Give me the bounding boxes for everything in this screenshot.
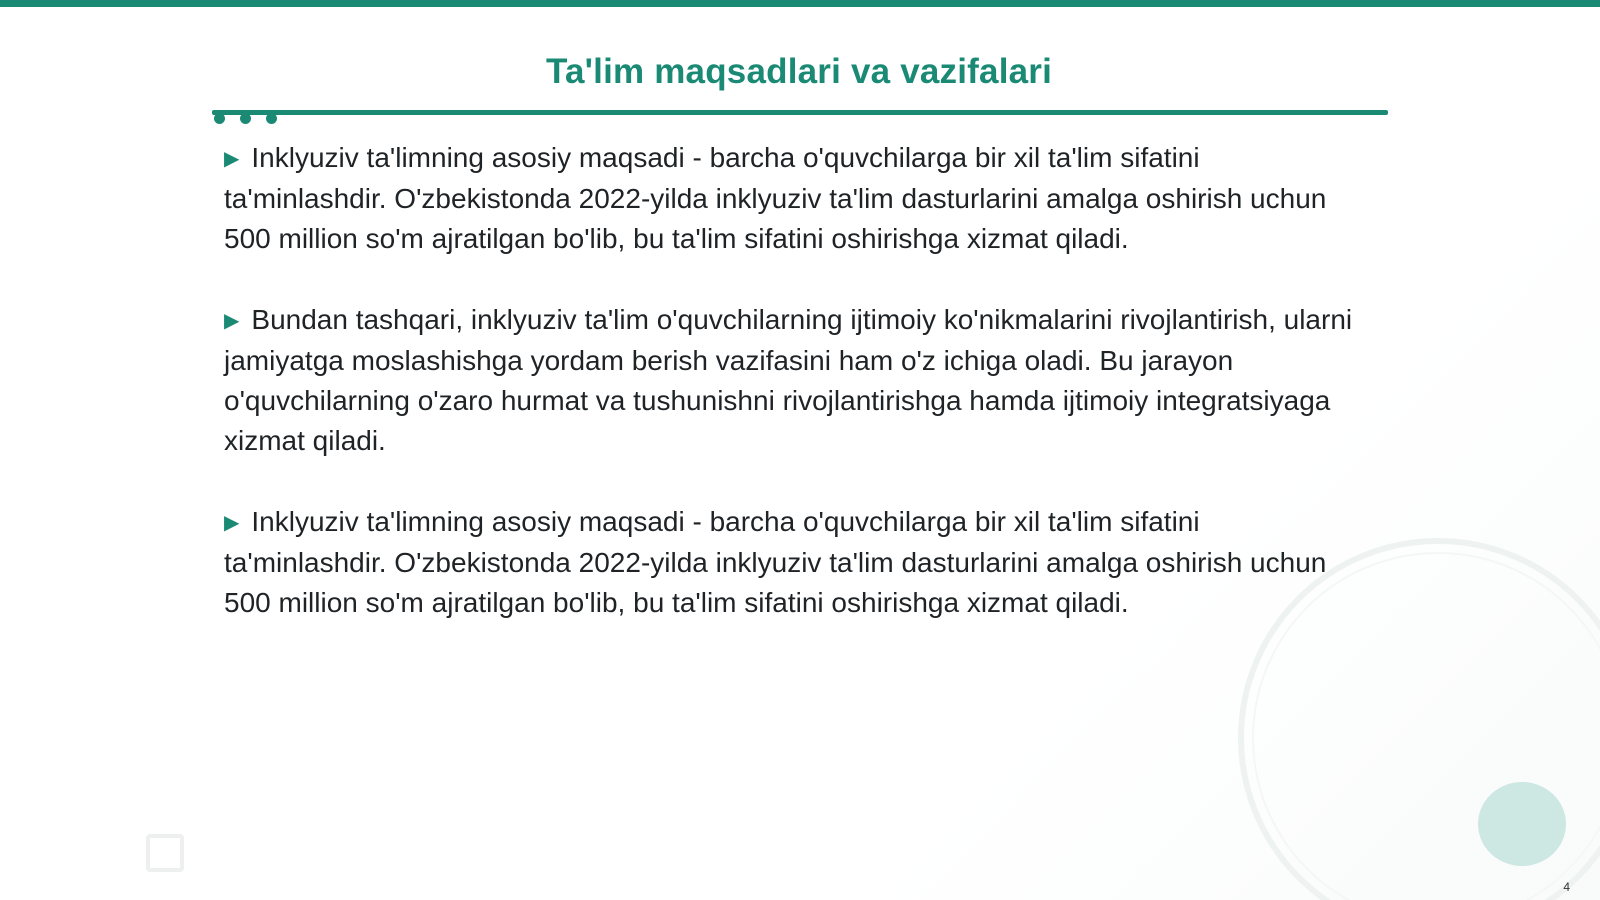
decor-dot-1 [214, 113, 225, 124]
bullet-text: Bundan tashqari, inklyuziv ta'lim o'quvchilarning ijtimoiy ko'nikmalarini rivojlantirish, ularni jamiyatga moslashishga yordam berish vazifasini ham o'z ichiga oladi. Bu jarayon o'quvchilarning o'zaro hurmat va tushunishni rivojlantirishga hamda ijtimoiy integratsiyaga xizmat qiladi. [224, 304, 1353, 456]
bullet-item [224, 300, 1364, 461]
bullet-item [224, 138, 1364, 259]
decor-dot-2 [240, 113, 251, 124]
bullet-list [224, 138, 1364, 664]
triangle-right-icon: ▶ [224, 310, 240, 332]
triangle-right-icon: ▶ [224, 512, 240, 534]
decor-dot-3 [266, 113, 277, 124]
bullet-text: Inklyuziv ta'limning asosiy maqsadi - barcha o'quvchilarga bir xil ta'lim sifatini ta'minlashdir. O'zbekistonda 2022-yilda inklyuziv ta'lim dasturlarini amalga oshirish uchun 500 million so'm ajratilgan bo'lib, bu ta'lim sifatini oshirishga xizmat qiladi. [224, 506, 1327, 618]
triangle-right-icon: ▶ [224, 148, 240, 170]
title-underline [212, 110, 1388, 115]
decor-circle [1478, 782, 1566, 866]
decor-square [146, 834, 184, 872]
bullet-text: Inklyuziv ta'limning asosiy maqsadi - barcha o'quvchilarga bir xil ta'lim sifatini ta'minlashdir. O'zbekistonda 2022-yilda inklyuziv ta'lim dasturlarini amalga oshirish uchun 500 million so'm ajratilgan bo'lib, bu ta'lim sifatini oshirishga xizmat qiladi. [224, 142, 1327, 254]
top-accent-bar [0, 0, 1600, 7]
slide-title: Ta'lim maqsadlari va vazifalari [545, 52, 1053, 91]
bullet-item [224, 502, 1364, 623]
page-number: 4 [1563, 880, 1570, 894]
